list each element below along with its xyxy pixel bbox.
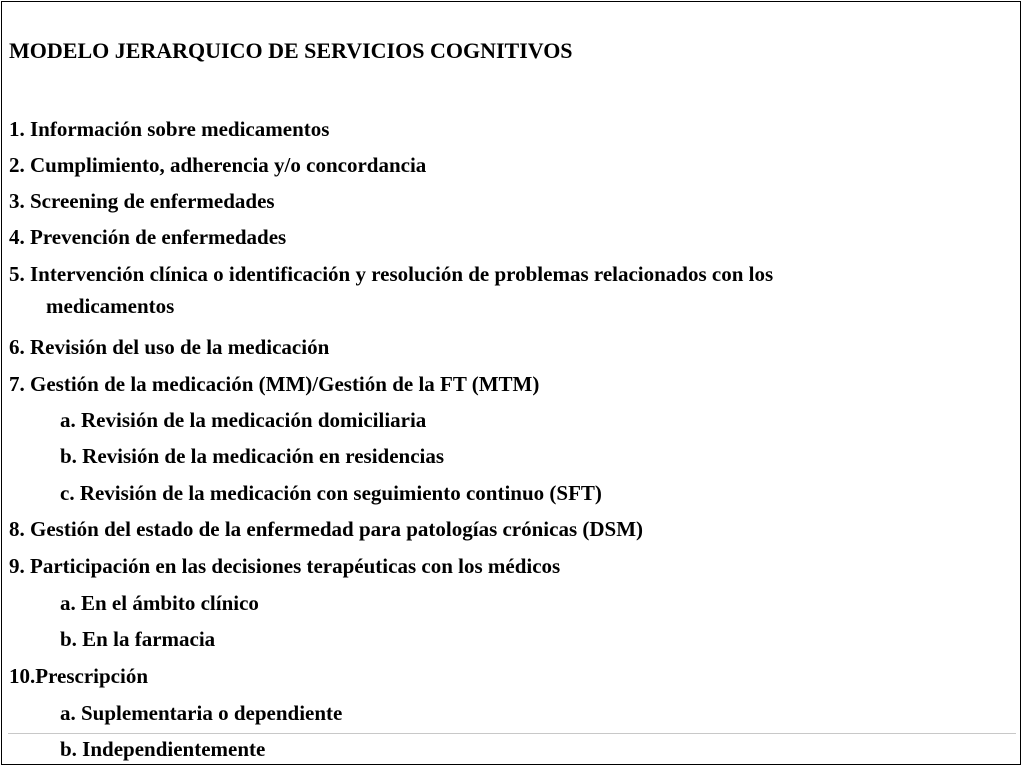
list-subitem-7b: b. Revisión de la medicación en residencias [60,444,445,468]
list-item-6: 6. Revisión del uso de la medicación [9,335,330,359]
list-subitem-7c: c. Revisión de la medicación con seguimiento continuo (SFT) [60,481,602,505]
page-title: MODELO JERARQUICO DE SERVICIOS COGNITIVOS [9,38,573,63]
list-item-4: 4. Prevención de enfermedades [9,225,287,249]
list-subitem-9a: a. En el ámbito clínico [60,591,259,615]
list-subitem-9b: b. En la farmacia [60,627,216,651]
list-item-5: 5. Intervención clínica o identificación y resolución de problemas relacionados con los [9,262,774,286]
list-item-5-continued: medicamentos [46,294,175,318]
list-item-3: 3. Screening de enfermedades [9,189,275,213]
list-item-10: 10.Prescripción [9,664,149,688]
list-item-1: 1. Información sobre medicamentos [9,117,330,141]
list-item-7: 7. Gestión de la medicación (MM)/Gestión de la FT (MTM) [9,372,540,396]
list-item-8: 8. Gestión del estado de la enfermedad para patologías crónicas (DSM) [9,517,644,541]
list-subitem-10b: b. Independientemente [60,737,266,761]
list-item-9: 9. Participación en las decisiones terapéuticas con los médicos [9,554,561,578]
list-subitem-7a: a. Revisión de la medicación domiciliaria [60,408,427,432]
list-subitem-10a: a. Suplementaria o dependiente [60,701,343,725]
list-item-2: 2. Cumplimiento, adherencia y/o concordancia [9,153,427,177]
